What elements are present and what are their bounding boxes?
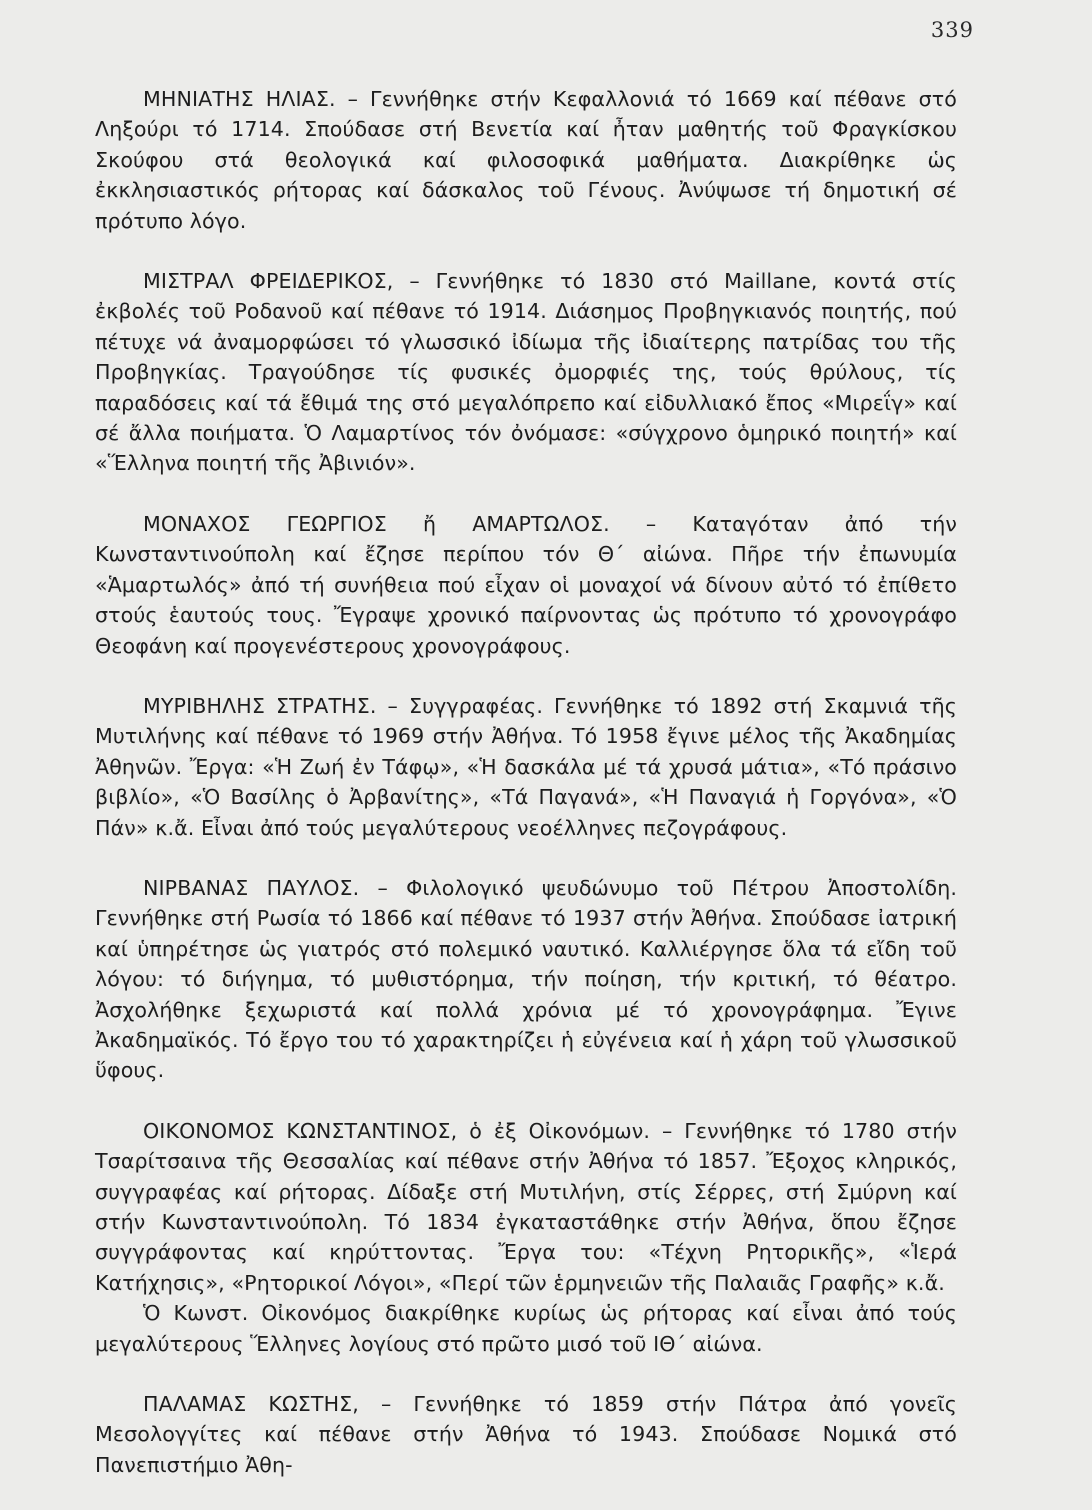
entry-paragraph: ΜΥΡΙΒΗΛΗΣ ΣΤΡΑΤΗΣ. – Συγγραφέας. Γεννήθηκε τό 1892 στή Σκαμνιά τῆς Μυτιλήνης καί πέθανε τό 1969 στήν Ἀθήνα. Τό 1958 ἔγινε μέλος τῆς Ἀκαδημίας Ἀθηνῶν. Ἔργα: «Ἡ Ζωή ἐν Τάφῳ», «Ἡ δασκάλα μέ τά χρυσά μάτια», «Τό πράσινο βιβλίο», «Ὁ Βασίλης ὁ Ἀρβανίτης», «Τά Παγανά», «Ἡ Παναγιά ἡ Γοργόνα», «Ὁ Πάν» κ.ἄ. Εἶναι ἀπό τούς μεγαλύτερους νεοέλληνες πεζογράφους. [95, 693, 957, 840]
entry-paragraph: ΟΙΚΟΝΟΜΟΣ ΚΩΝΣΤΑΝΤΙΝΟΣ, ὁ ἐξ Οἰκονόμων. – Γεννήθηκε τό 1780 στήν Τσαρίτσαινα τῆς Θεσσαλίας καί πέθανε στήν Ἀθήνα τό 1857. Ἔξοχος κληρικός, συγγραφέας καί ρήτορας. Δίδαξε στή Μυτιλήνη, στίς Σέρρες, στή Σμύρνη καί στήν Κωνσταντινούπολη. Τό 1834 ἐγκαταστάθηκε στήν Ἀθήνα, ὅπου ἔζησε συγγράφοντας καί κηρύττοντας. Ἔργα του: «Τέχνη Ρητορικῆς», «Ἱερά Κατήχησις», «Ρητορικοί Λόγοι», «Περί τῶν ἑρμηνειῶν τῆς Παλαιᾶς Γραφῆς» κ.ἄ. [95, 1118, 957, 1295]
entry-miniatis [95, 84, 957, 236]
entry-oikonomos [95, 1116, 957, 1359]
page-body [95, 84, 957, 1510]
entry-paragraph: ΜΟΝΑΧΟΣ ΓΕΩΡΓΙΟΣ ἤ ΑΜΑΡΤΩΛΟΣ. – Καταγόταν ἀπό τήν Κωνσταντινούπολη καί ἔζησε περίπου τόν Θ΄ αἰώνα. Πῆρε τήν ἐπωνυμία «Ἁμαρτωλός» ἀπό τή συνήθεια πού εἶχαν οἱ μοναχοί νά δίνουν αὐτό τό ἐπίθετο στούς ἑαυτούς τους. Ἔγραψε χρονικό παίρνοντας ὡς πρότυπο τό χρονογράφο Θεοφάνη καί προγενέστερους χρονογράφους. [95, 511, 957, 658]
entry-monachos-georgios [95, 509, 957, 661]
entry-nirvanas [95, 873, 957, 1086]
page-number: 339 [930, 18, 974, 42]
entry-palamas [95, 1389, 957, 1480]
entry-paragraph: ΜΙΣΤΡΑΛ ΦΡΕΙΔΕΡΙΚΟΣ, – Γεννήθηκε τό 1830 στό Maillane, κοντά στίς ἐκβολές τοῦ Ροδανοῦ καί πέθανε τό 1914. Διάσημος Προβηγκιανός ποιητής, πού πέτυχε νά ἀναμορφώσει τό γλωσσικό ἰδίωμα τῆς ἰδιαίτερης πατρίδας του τῆς Προβηγκίας. Τραγούδησε τίς φυσικές ὀμορφιές της, τούς θρύλους, τίς παραδόσεις καί τά ἔθιμά της στό μεγαλόπρεπο καί εἰδυλλιακό ἔπος «Μιρεΐγ» καί σέ ἄλλα ποιήματα. Ὁ Λαμαρτίνος τόν ὀνόμασε: «σύγχρονο ὁμηρικό ποιητή» καί «Ἕλληνα ποιητή τῆς Ἀβινιόν». [95, 269, 957, 476]
entry-paragraph: ΜΗΝΙΑΤΗΣ ΗΛΙΑΣ. – Γεννήθηκε στήν Κεφαλλονιά τό 1669 καί πέθανε στό Ληξούρι τό 1714. Σπούδασε στή Βενετία καί ἦταν μαθητής τοῦ Φραγκίσκου Σκούφου στά θεολογικά καί φιλοσοφικά μαθήματα. Διακρίθηκε ὡς ἐκκλησιαστικός ρήτορας καί δάσκαλος τοῦ Γένους. Ἀνύψωσε τή δημοτική σέ πρότυπο λόγο. [95, 87, 957, 233]
entry-paragraph: ΠΑΛΑΜΑΣ ΚΩΣΤΗΣ, – Γεννήθηκε τό 1859 στήν Πάτρα ἀπό γονεῖς Μεσολογγίτες καί πέθανε στήν Ἀθήνα τό 1943. Σπούδασε Νομικά στό Πανεπιστήμιο Ἀθη- [95, 1392, 957, 1477]
entry-paragraph: Ὁ Κωνστ. Οἰκονόμος διακρίθηκε κυρίως ὡς ρήτορας καί εἶναι ἀπό τούς μεγαλύτερους Ἕλληνες λογίους στό πρῶτο μισό τοῦ ΙΘ΄ αἰώνα. [95, 1301, 957, 1356]
entry-myrivilis [95, 691, 957, 843]
entry-mistral [95, 266, 957, 479]
entry-paragraph: ΝΙΡΒΑΝΑΣ ΠΑΥΛΟΣ. – Φιλολογικό ψευδώνυμο τοῦ Πέτρου Ἀποστολίδη. Γεννήθηκε στή Ρωσία τό 1866 καί πέθανε τό 1937 στήν Ἀθήνα. Σπούδασε ἰατρική καί ὑπηρέτησε ὡς γιατρός στό πολεμικό ναυτικό. Καλλιέργησε ὅλα τά εἴδη τοῦ λόγου: τό διήγημα, τό μυθιστόρημα, τήν ποίηση, τήν κριτική, τό θέατρο. Ἀσχολήθηκε ξεχωριστά καί πολλά χρόνια μέ τό χρονογράφημα. Ἔγινε Ἀκαδημαϊκός. Τό ἔργο του τό χαρακτηρίζει ἡ εὐγένεια καί ἡ χάρη τοῦ γλωσσικοῦ ὕφους. [95, 875, 957, 1083]
